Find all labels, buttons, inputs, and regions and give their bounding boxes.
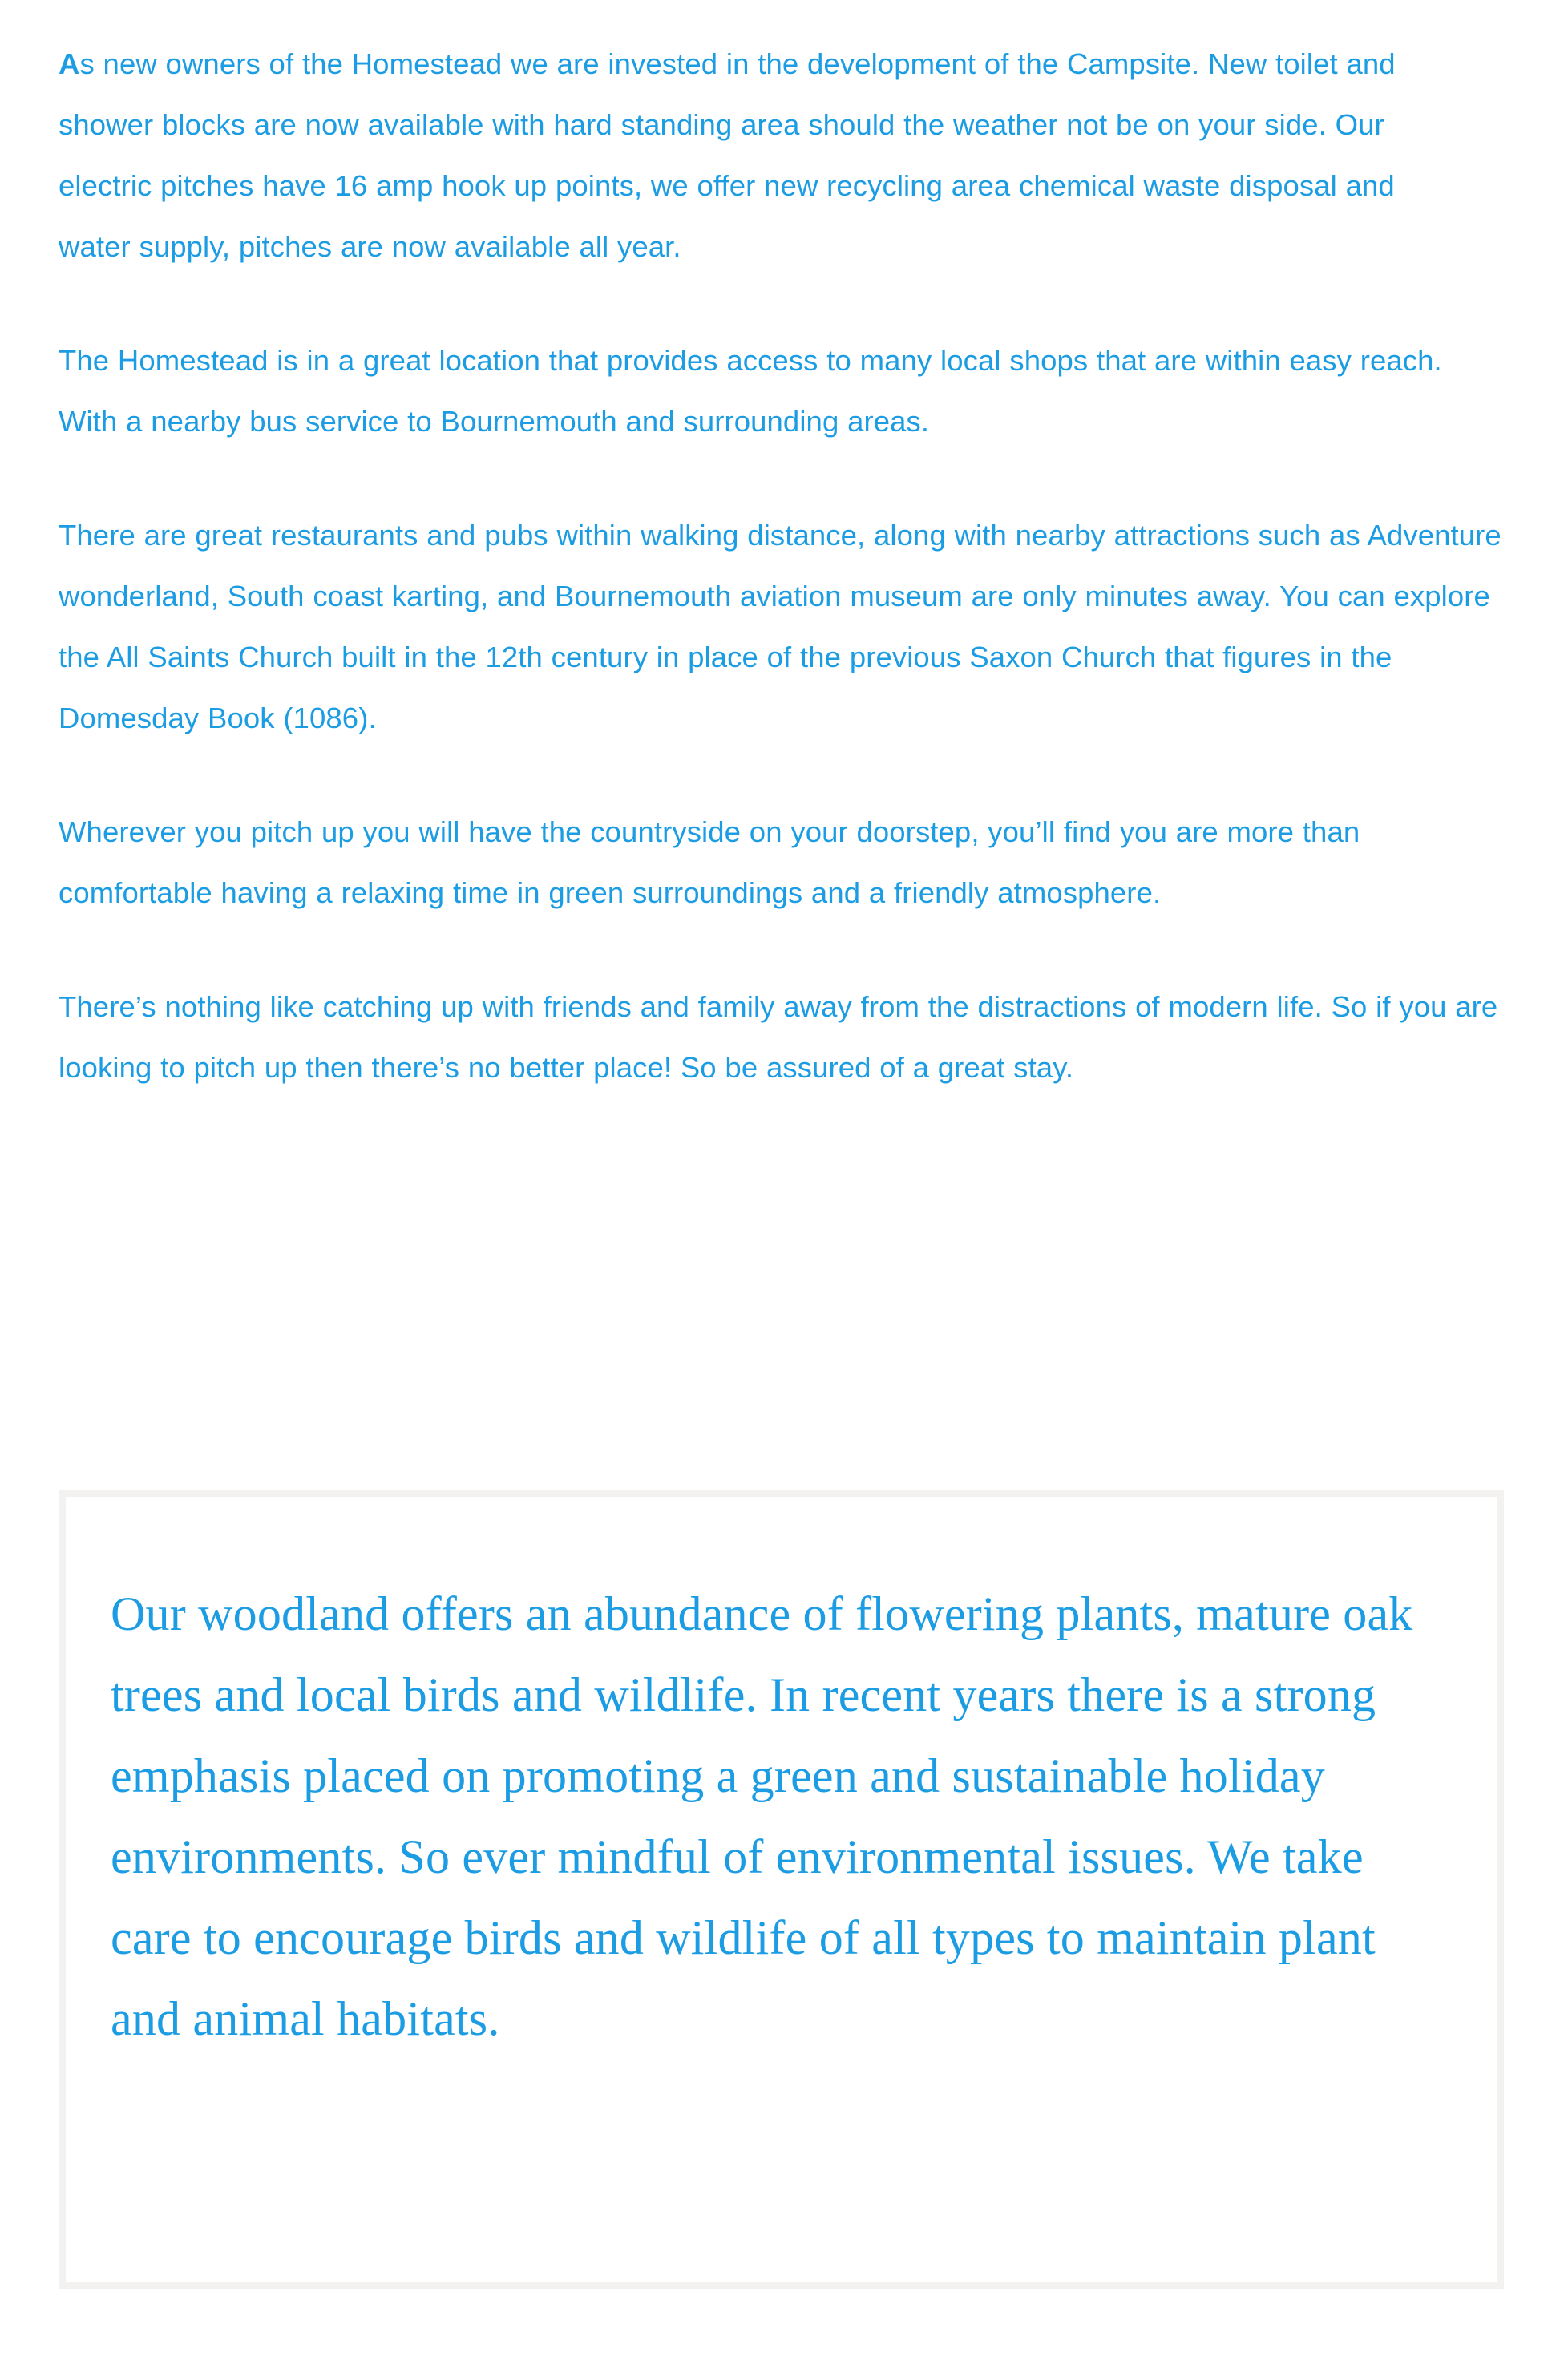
paragraph-attractions: There are great restaurants and pubs within walking distance, along with nearby attractions such as Adventure wonderland, South coast karting, and Bournemouth aviation museum are only minutes away. You can explore the All Saints Church built in the 12th century in place of the previous Saxon Church that figures in the Domesday Book (1086). (59, 519, 1501, 734)
paragraph-friends-family: There’s nothing like catching up with friends and family away from the distractions of modern life. So if you are looking to pitch up then there’s no better place! So be assured of a great stay. (59, 990, 1498, 1084)
paragraph-intro-text: s new owners of the Homestead we are invested in the development of the Campsite. New toilet and shower blocks are now available with hard standing area should the weather not be on your side. Our electric pitches have 16 amp hook up points, we offer new recycling area chemical waste disposal and water supply, pitches are now available all year. (59, 47, 1396, 263)
paragraph-intro (59, 34, 1469, 277)
drop-cap-letter: A (59, 47, 80, 80)
article-body (59, 0, 1511, 1098)
woodland-quote-box (59, 1490, 1504, 2289)
paragraph-location: The Homestead is in a great location that provides access to many local shops that are within easy reach. With a nearby bus service to Bournemouth and surrounding areas. (59, 344, 1442, 438)
woodland-quote-inner (66, 1497, 1497, 2124)
woodland-quote-text: Our woodland offers an abundance of flowering plants, mature oak trees and local birds and wildlife. In recent years there is a strong emphasis placed on promoting a green and sustainable holiday environments. So ever mindful of environmental issues. We take care to encourage birds and wildlife of all types to maintain plant and animal habitats. (111, 1587, 1413, 2045)
paragraph-countryside: Wherever you pitch up you will have the countryside on your doorstep, you’ll find you are more than comfortable having a relaxing time in green surroundings and a friendly atmosphere. (59, 815, 1360, 909)
